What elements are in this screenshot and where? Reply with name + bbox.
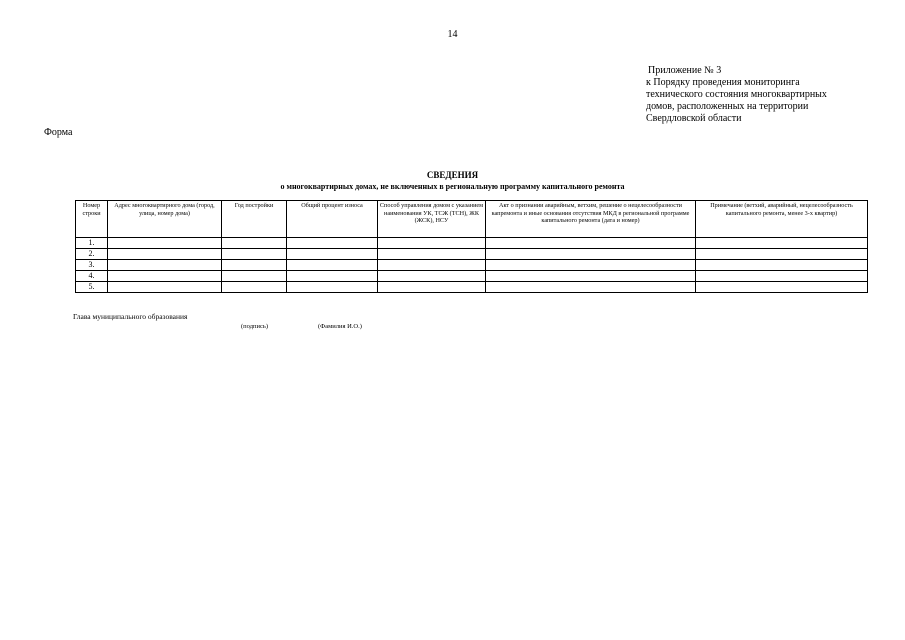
table-row [76,249,868,260]
column-header: Примечание (ветхий, аварийный, нецелесообразность капитального ремонта, менее 3-х квартир) [696,201,868,238]
table-cell [486,282,696,293]
table-header-row [76,201,868,238]
column-header: Общий процент износа [287,201,378,238]
appendix-line: к Порядку проведения мониторинга [646,77,800,88]
column-header: Способ управления домом с указанием наименования УК, ТСЖ (ТСН), ЖК (ЖСК), НСУ [378,201,486,238]
table-cell [378,260,486,271]
row-number-cell: 5. [76,282,108,293]
table-cell [287,271,378,282]
title-subtitle: о многоквартирных домах, не включенных в региональную программу капитального ремонта [280,182,625,191]
appendix-line: Приложение № 3 [648,65,722,76]
table-cell [696,282,868,293]
table-cell [378,238,486,249]
appendix-line: Свердловской области [646,113,742,124]
table-cell [222,249,287,260]
table-cell [486,271,696,282]
signature-hint: (подпись) [241,323,268,330]
name-hint: (Фамилия И.О.) [318,323,362,330]
column-header: Адрес многоквартирного дома (город, улица, номер дома) [108,201,222,238]
table-cell [696,271,868,282]
data-table [75,200,868,293]
table-cell [108,249,222,260]
column-header: Акт о признании аварийным, ветхим, решение о нецелесообразности капремонта и иные основания отсутствия МКД в региональной программе капитального ремонта (дата и номер) [486,201,696,238]
table-row [76,260,868,271]
table-cell [696,260,868,271]
table-cell [696,249,868,260]
signature-head-label: Глава муниципального образования [73,312,188,321]
appendix-block [646,65,827,125]
table-cell [486,249,696,260]
column-header: Номер строки [76,201,108,238]
table-cell [287,238,378,249]
appendix-line: технического состояния многоквартирных [646,89,827,100]
table-cell [108,271,222,282]
table-row [76,282,868,293]
row-number-cell: 1. [76,238,108,249]
form-label: Форма [44,127,73,138]
table-cell [378,249,486,260]
page-number: 14 [447,29,458,40]
table-cell [696,238,868,249]
table-cell [222,260,287,271]
table-cell [222,271,287,282]
table-cell [222,282,287,293]
table-row [76,238,868,249]
table-cell [222,238,287,249]
row-number-cell: 4. [76,271,108,282]
table-cell [287,249,378,260]
table-cell [287,282,378,293]
table-cell [287,260,378,271]
table-cell [108,282,222,293]
table-cell [378,282,486,293]
table-cell [108,238,222,249]
title-main: СВЕДЕНИЯ [426,170,479,180]
row-number-cell: 3. [76,260,108,271]
table-cell [378,271,486,282]
row-number-cell: 2. [76,249,108,260]
appendix-line: домов, расположенных на территории [646,101,809,112]
column-header: Год постройки [222,201,287,238]
document-title [0,170,905,192]
table-cell [486,238,696,249]
table-cell [486,260,696,271]
table-row [76,271,868,282]
table-cell [108,260,222,271]
